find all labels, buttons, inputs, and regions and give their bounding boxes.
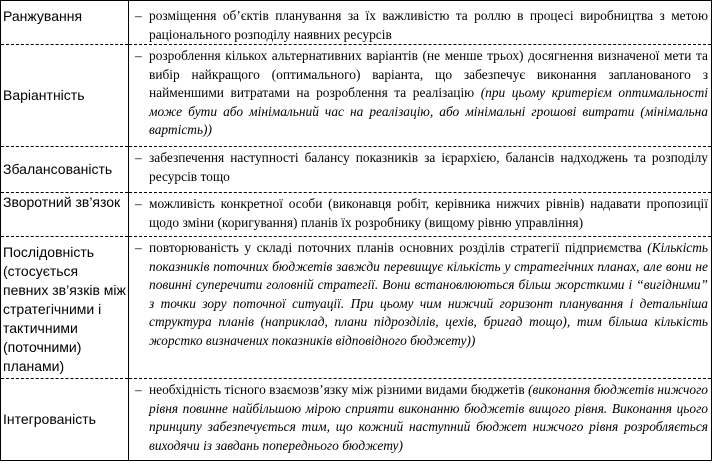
principle-name: Ранжування [1,1,129,45]
principle-description [129,237,712,379]
description-italic-note: (Кількість показників поточних бюджетів завжди перевищує кількість у стратегічних планах, але вони не повинні суперечити головній стратегії. Вони встановлюються більш жорсткими і “вигідними” з точки зору поточної ситуації. При цьому чим нижчий горизонт планування і детальніша структура планів (наприклад, плани підрозділів, цехів, бригад тощо), тим більша кількість жорстко визначених показників відповідного бюджету)) [149,240,708,348]
principle-description [129,45,712,147]
description-italic-note: (при цьому критерієм оптимальності може бути або мінімальний час на реалізацію, або мінімальні грошові витрати (мінімальна вартість)) [149,85,708,137]
principle-name: Зворотний зв’язок [1,193,129,237]
table-row [1,1,712,45]
dash-marker: – [135,196,142,211]
principle-name: Інтегрованість [1,379,129,461]
dash-marker: – [135,150,142,165]
description-text: забезпечення наступності балансу показників за ієрархією, балансів надходжень та розподілу ресурсів тощо [149,150,708,184]
principle-description [129,379,712,461]
description-italic-note: (виконання бюджетів нижчого рівня повинне найбільшою мірою сприяти виконанню бюджетів вищого рівня. Виконання цього принципу забезпечується тим, що кожний наступний бюджет нижчого рівня розробляється виходячи із завдань попереднього бюджету) [149,382,708,453]
table-row [1,193,712,237]
table-row [1,237,712,379]
description-text: можливість конкретної особи (виконавця робіт, керівника нижчих рівнів) надавати пропозиції щодо зміни (коригування) планів їх розробнику (вищому рівню управління) [149,196,708,230]
principle-description [129,1,712,45]
principle-name: Збалансованість [1,147,129,193]
dash-marker: – [135,240,142,255]
principle-description [129,147,712,193]
table-row [1,45,712,147]
principle-name: Послідовність (стосується певних зв’язків між стратегічними і тактичними (поточними) планами) [1,237,129,379]
description-text: розроблення кількох альтернативних варіантів (не менше трьох) досягнення визначеної мети та вибір найкращого (оптимального) варіанта, що забезпечує виконання запланованого з найменшими витратами на розроблення та реалізацію [149,48,708,100]
description-text: повторюваність у складі поточних планів основних розділів стратегії підприємства [149,240,648,255]
dash-marker: – [135,48,142,63]
description-text: розміщення об’єктів планування за їх важливістю та роллю в процесі виробництва з метою раціонального розподілу наявних ресурсів [149,8,708,42]
table-row [1,379,712,461]
dash-marker: – [135,8,142,23]
table-row [1,147,712,193]
dash-marker: – [135,382,142,397]
principle-description [129,193,712,237]
principle-name: Варіантність [1,45,129,147]
description-text: необхідність тісного взаємозв’язку між різними видами бюджетів [149,382,529,397]
